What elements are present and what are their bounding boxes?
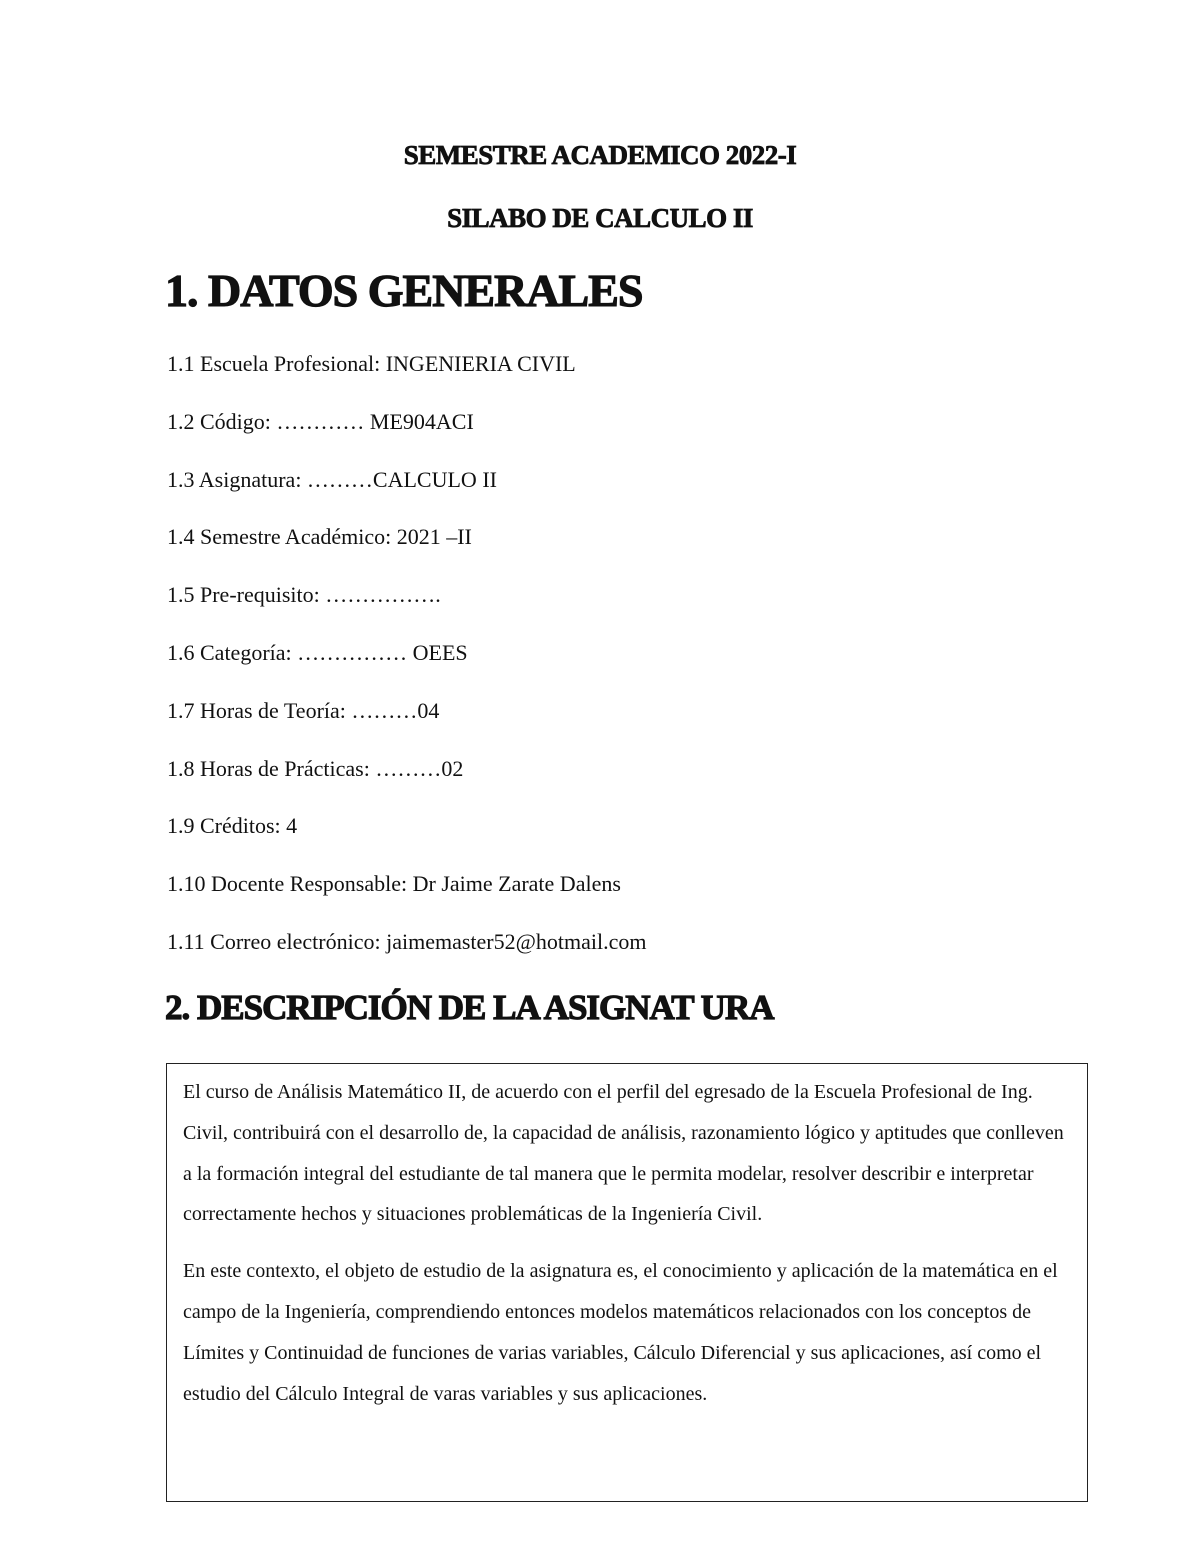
section-heading-datos-generales: 1. DATOS GENERALES	[165, 265, 643, 316]
field-horas-teoria: 1.7 Horas de Teoría: ………04	[167, 697, 440, 723]
field-semestre-academico: 1.4 Semestre Académico: 2021 –II	[167, 524, 472, 550]
description-paragraph: El curso de Análisis Matemático II, de acuerdo con el perfil del egresado de la Escuela Profesional de Ing. Civil, contribuirá con el desarrollo de, la capacidad de análisis, razonamiento lógico y aptitudes que conlleven a la formación integral del estudiante de tal manera que le permita modelar, resolver describir e interpretar correctamente hechos y situaciones problemáticas de la Ingeniería Civil.	[183, 1081, 1064, 1226]
semester-title: SEMESTRE ACADEMICO 2022-I	[403, 140, 797, 170]
field-categoria: 1.6 Categoría: …………… OEES	[167, 639, 468, 665]
field-pre-requisito: 1.5 Pre-requisito: …………….	[167, 582, 441, 608]
field-codigo: 1.2 Código: ………… ME904ACI	[167, 408, 474, 434]
section-heading-descripcion: 2. DESCRIPCIÓN DE LA ASIGNAT URA	[165, 988, 774, 1027]
field-creditos: 1.9 Créditos: 4	[167, 813, 298, 839]
syllabus-title: SILABO DE CALCULO II	[447, 203, 753, 233]
description-box	[166, 1063, 1088, 1502]
general-data-list	[167, 349, 646, 985]
description-paragraph: En este contexto, el objeto de estudio de la asignatura es, el conocimiento y aplicación de la matemática en el campo de la Ingeniería, comprendiendo entonces modelos matemáticos relacionados con los conceptos de Límites y Continuidad de funciones de varias variables, Cálculo Diferencial y sus aplicaciones, así como el estudio del Cálculo Integral de varas variables y sus aplicaciones.	[183, 1260, 1058, 1405]
field-asignatura: 1.3 Asignatura: ………CALCULO II	[167, 466, 497, 492]
field-escuela-profesional: 1.1 Escuela Profesional: INGENIERIA CIVIL	[167, 351, 576, 376]
field-docente-responsable: 1.10 Docente Responsable: Dr Jaime Zarate Dalens	[167, 871, 621, 897]
field-correo-electronico: 1.11 Correo electrónico: jaimemaster52@hotmail.com	[167, 928, 647, 954]
field-horas-practicas: 1.8 Horas de Prácticas: ………02	[167, 755, 464, 781]
